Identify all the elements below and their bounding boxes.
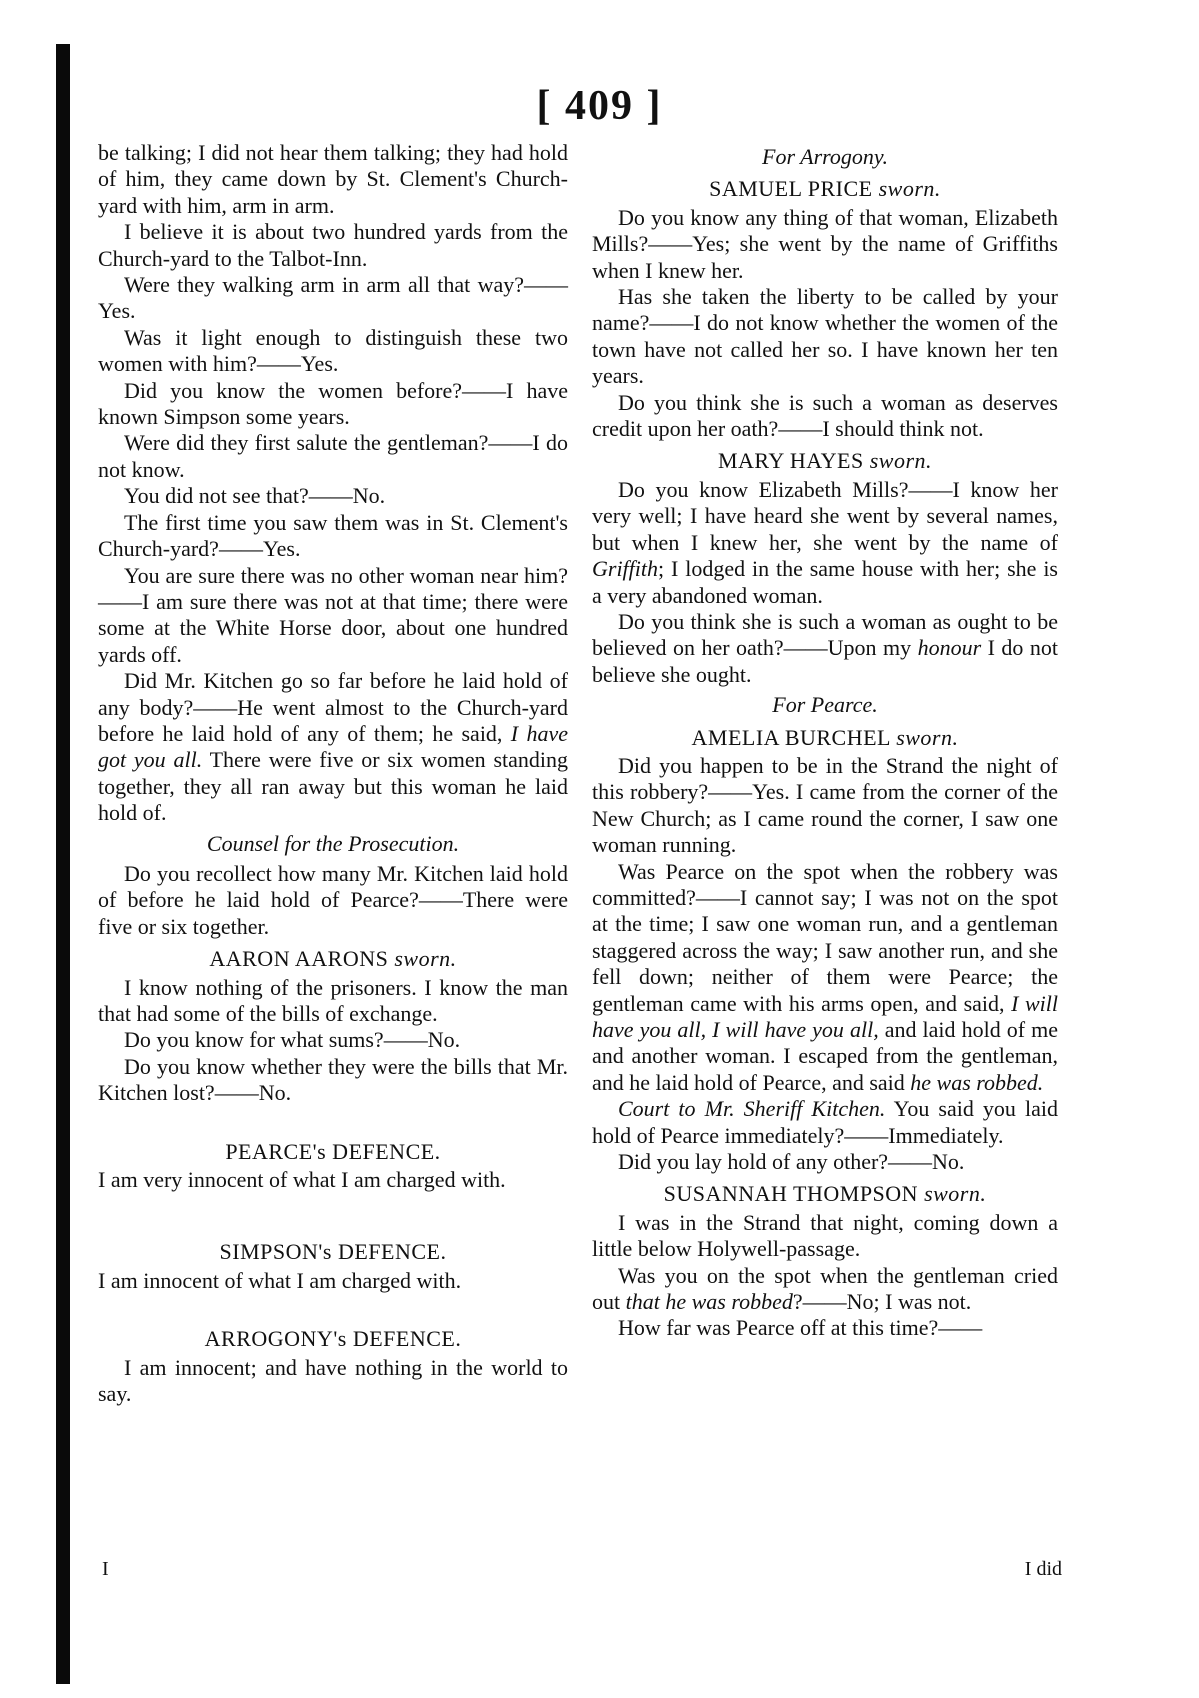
sworn-label-aaron: sworn. bbox=[394, 946, 457, 972]
heading-mary-hayes bbox=[592, 448, 1058, 474]
witness-name-aaron: AARON AARONS bbox=[209, 946, 389, 972]
left-paragraph-17: I am innocent; and have nothing in the world to say. bbox=[98, 1354, 568, 1407]
right-paragraph-10: I was in the Strand that night, coming down a little below Holywell-passage. bbox=[592, 1209, 1058, 1262]
right-paragraph-7-text-c: and laid hold of me and another woman. I escaped from the gentleman, and he laid hold of Pearce, and said bbox=[592, 1017, 1059, 1095]
left-paragraph-8: The first time you saw them was in St. Clement's Church-yard?——Yes. bbox=[98, 509, 568, 562]
witness-name-burchel: AMELIA BURCHEL bbox=[691, 724, 891, 750]
left-paragraph-13: Do you know for what sums?——No. bbox=[124, 1027, 461, 1053]
right-paragraph-5-italic: honour bbox=[917, 635, 982, 661]
heading-for-arrogony: For Arrogony. bbox=[762, 144, 888, 169]
witness-name-hayes: MARY HAYES bbox=[717, 448, 864, 474]
right-paragraph-7-text-a: Was Pearce on the spot when the robbery was committed?——I cannot say; I was not on the spot at the time; I saw one woman run, and a gentleman staggered across the way; I saw another run, and she fell down; neither of them were Pearce; the gentleman came with his arms open, and said, bbox=[592, 858, 1058, 1016]
left-paragraph-3: Were they walking arm in arm all that way?——Yes. bbox=[98, 272, 568, 324]
right-paragraph-11-text-c: ?——No; I was not. bbox=[792, 1289, 972, 1315]
left-paragraph-15: I am very innocent of what I am charged with. bbox=[98, 1167, 506, 1193]
sworn-label-price: sworn. bbox=[878, 176, 941, 202]
left-paragraph-11: Do you recollect how many Mr. Kitchen laid hold of before he laid hold of Pearce?——There were five or six together. bbox=[98, 860, 568, 939]
left-paragraph-14: Do you know whether they were the bills that Mr. Kitchen lost?——No. bbox=[98, 1053, 568, 1106]
right-column bbox=[592, 140, 1058, 1342]
right-paragraph-5-text-c: I do not believe she ought. bbox=[592, 635, 1058, 687]
left-paragraph-4: Was it light enough to distinguish these two women with him?——Yes. bbox=[98, 324, 568, 377]
right-paragraph-8-italic: Court to Mr. Sheriff Kitchen. bbox=[618, 1096, 886, 1122]
sworn-label-thompson: sworn. bbox=[924, 1181, 987, 1207]
right-paragraph-11 bbox=[592, 1263, 1058, 1316]
left-column bbox=[98, 140, 568, 1407]
left-paragraph-10-text-a: Did Mr. Kitchen go so far before he laid hold of any body?——He went almost to the Church-yard before he laid hold of any of them; he said, bbox=[98, 668, 568, 746]
left-paragraph-12: I know nothing of the prisoners. I know the man that had some of the bills of exchange. bbox=[98, 974, 568, 1026]
sworn-label-burchel: sworn. bbox=[896, 724, 959, 750]
right-paragraph-8 bbox=[592, 1096, 1058, 1149]
right-paragraph-1: Do you know any thing of that woman, Elizabeth Mills?——Yes; she went by the name of Griffiths when I knew her. bbox=[592, 204, 1058, 283]
left-paragraph-7: You did not see that?——No. bbox=[124, 483, 386, 509]
left-paragraph-2: I believe it is about two hundred yards from the Church-yard to the Talbot-Inn. bbox=[98, 219, 568, 271]
heading-susannah-thompson bbox=[592, 1181, 1058, 1207]
witness-name-price: SAMUEL PRICE bbox=[709, 176, 873, 202]
book-spine-shadow bbox=[56, 44, 70, 1684]
right-paragraph-9: Did you lay hold of any other?——No. bbox=[618, 1149, 965, 1175]
right-paragraph-2: Has she taken the liberty to be called by your name?——I do not know whether the women of the town have not called her so. I have known her ten years. bbox=[592, 284, 1058, 389]
right-paragraph-7-italic-1: I will have you all, I will have you all, bbox=[592, 990, 1058, 1042]
left-paragraph-10-text-c: There were five or six women standing together, they all ran away but this woman he laid hold of. bbox=[98, 747, 568, 826]
heading-pearce-defence: PEARCE's DEFENCE. bbox=[225, 1138, 441, 1164]
right-paragraph-6: Did you happen to be in the Strand the night of this robbery?——Yes. I came from the corner of the New Church; as I came round the corner, I saw one woman running. bbox=[592, 752, 1058, 858]
heading-counsel-prosecution: Counsel for the Prosecution. bbox=[206, 830, 460, 856]
page-number: [ 409 ] bbox=[536, 83, 663, 129]
right-paragraph-3: Do you think she is such a woman as deserves credit upon her oath?——I should think not. bbox=[592, 389, 1058, 442]
left-paragraph-16: I am innocent of what I am charged with. bbox=[98, 1267, 462, 1293]
signature-mark: I bbox=[102, 1558, 109, 1580]
right-paragraph-12: How far was Pearce off at this time?—— bbox=[618, 1315, 983, 1341]
right-paragraph-8-text: You said you laid hold of Pearce immediately?——Immediately. bbox=[592, 1096, 1059, 1148]
right-paragraph-7-italic-2: he was robbed. bbox=[910, 1069, 1044, 1095]
left-paragraph-5: Did you know the women before?——I have known Simpson some years. bbox=[98, 377, 568, 430]
catchword: I did bbox=[1024, 1558, 1062, 1580]
left-paragraph-6: Were did they first salute the gentleman?——I do not know. bbox=[98, 430, 568, 482]
left-paragraph-1: be talking; I did not hear them talking; they had hold of him, they came down by St. Clement's Church-yard with him, arm in arm. bbox=[98, 140, 568, 218]
sworn-label-hayes: sworn. bbox=[869, 448, 933, 474]
left-paragraph-10-italic: I have got you all. bbox=[98, 720, 568, 773]
witness-name-thompson: SUSANNAH THOMPSON bbox=[663, 1181, 919, 1207]
heading-simpson-defence: SIMPSON's DEFENCE. bbox=[219, 1239, 447, 1265]
heading-samuel-price bbox=[592, 176, 1058, 202]
right-paragraph-4 bbox=[592, 477, 1058, 609]
right-paragraph-7 bbox=[592, 859, 1058, 1097]
right-paragraph-11-text-a: Was you on the spot when the gentleman cried out bbox=[592, 1262, 1058, 1315]
right-paragraph-11-italic: that he was robbed bbox=[625, 1289, 793, 1315]
right-paragraph-4-text-c: ; I lodged in the same house with her; she is a very abandoned woman. bbox=[592, 556, 1058, 608]
right-paragraph-5-text-a: Do you think she is such a woman as ought to be believed on her oath?——Upon my bbox=[592, 608, 1058, 661]
page-footer bbox=[102, 1556, 1062, 1582]
heading-arrogony-defence: ARROGONY's DEFENCE. bbox=[204, 1326, 462, 1352]
right-paragraph-5 bbox=[592, 609, 1058, 688]
right-paragraph-4-text-a: Do you know Elizabeth Mills?——I know her very well; I have heard she went by several names, but when I knew her, she went by the name of bbox=[592, 476, 1058, 555]
heading-amelia-burchel bbox=[592, 725, 1058, 751]
right-paragraph-4-italic: Griffith bbox=[592, 556, 659, 582]
left-paragraph-10 bbox=[98, 668, 568, 826]
left-paragraph-9: You are sure there was no other woman near him?——I am sure there was not at that time; there were some at the White Horse door, about one hundred yards off. bbox=[98, 562, 568, 667]
heading-aaron-aarons bbox=[98, 946, 568, 972]
heading-for-pearce: For Pearce. bbox=[772, 692, 878, 718]
